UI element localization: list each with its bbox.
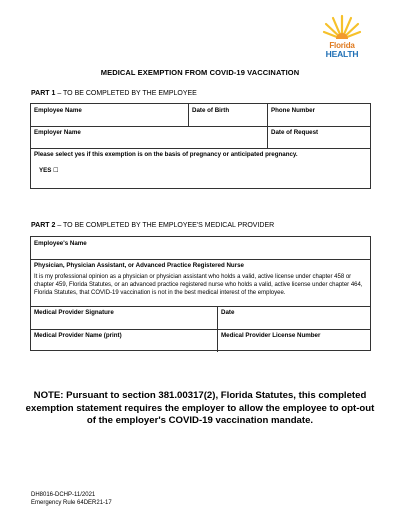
date-field[interactable]: Date: [221, 309, 235, 316]
part1-heading-bold: PART 1: [31, 90, 56, 97]
part1-heading: [31, 90, 197, 97]
phone-number-field[interactable]: Phone Number: [271, 107, 316, 114]
date-of-request-field[interactable]: Date of Request: [271, 129, 319, 136]
provider-name-field[interactable]: Medical Provider Name (print): [34, 332, 122, 339]
employee-name-field[interactable]: Employee Name: [34, 107, 82, 114]
date-of-birth-field[interactable]: Date of Birth: [192, 107, 230, 114]
logo-word-florida: Florida: [329, 41, 355, 50]
part2-heading-rest: – TO BE COMPLETED BY THE EMPLOYEE'S MEDICAL PROVIDER: [55, 222, 275, 229]
provider-opinion-statement: It is my professional opinion as a physician or physician assistant who holds a valid, active license under chapter 458 or chapter 459, Florida Statutes, or an advanced practice registered nurse who holds a valid, active license under chapter 464, Florida Statutes, that COVID-19 vaccination is not in the best medical interest of the employee.: [34, 274, 363, 296]
part1-table: [30, 103, 371, 189]
employer-name-field[interactable]: Employer Name: [34, 129, 81, 136]
florida-health-logo: [322, 12, 362, 59]
provider-license-field[interactable]: Medical Provider License Number: [221, 332, 321, 339]
part2-heading-bold: PART 2: [31, 222, 56, 229]
sunburst-icon: [322, 12, 362, 42]
yes-option[interactable]: [39, 167, 59, 174]
yes-label: YES: [39, 167, 52, 174]
part1-heading-rest: – TO BE COMPLETED BY THE EMPLOYEE: [55, 90, 197, 97]
provider-type-label: Physician, Physician Assistant, or Advanced Practice Registered Nurse: [34, 262, 244, 269]
provider-signature-field[interactable]: Medical Provider Signature: [34, 309, 114, 316]
emergency-rule: Emergency Rule 64DER21-17: [31, 500, 112, 506]
employee-name-field-part2[interactable]: Employee's Name: [34, 240, 87, 247]
part2-table: [30, 236, 371, 351]
legal-note: NOTE: Pursuant to section 381.00317(2), Florida Statutes, this completed exemption statement requires the employer to allow the employee to opt-out of the employer's COVID-19 vaccination mandate.: [25, 390, 375, 426]
form-title: MEDICAL EXEMPTION FROM COVID-19 VACCINATION: [100, 68, 300, 77]
yes-checkbox[interactable]: ☐: [53, 167, 59, 174]
pregnancy-prompt: Please select yes if this exemption is on the basis of pregnancy or anticipated pregnancy.: [34, 151, 298, 158]
form-id: DH8016-DCHP-11/2021: [31, 492, 96, 498]
logo-word-health: HEALTH: [325, 49, 359, 59]
part2-heading: [31, 222, 274, 229]
